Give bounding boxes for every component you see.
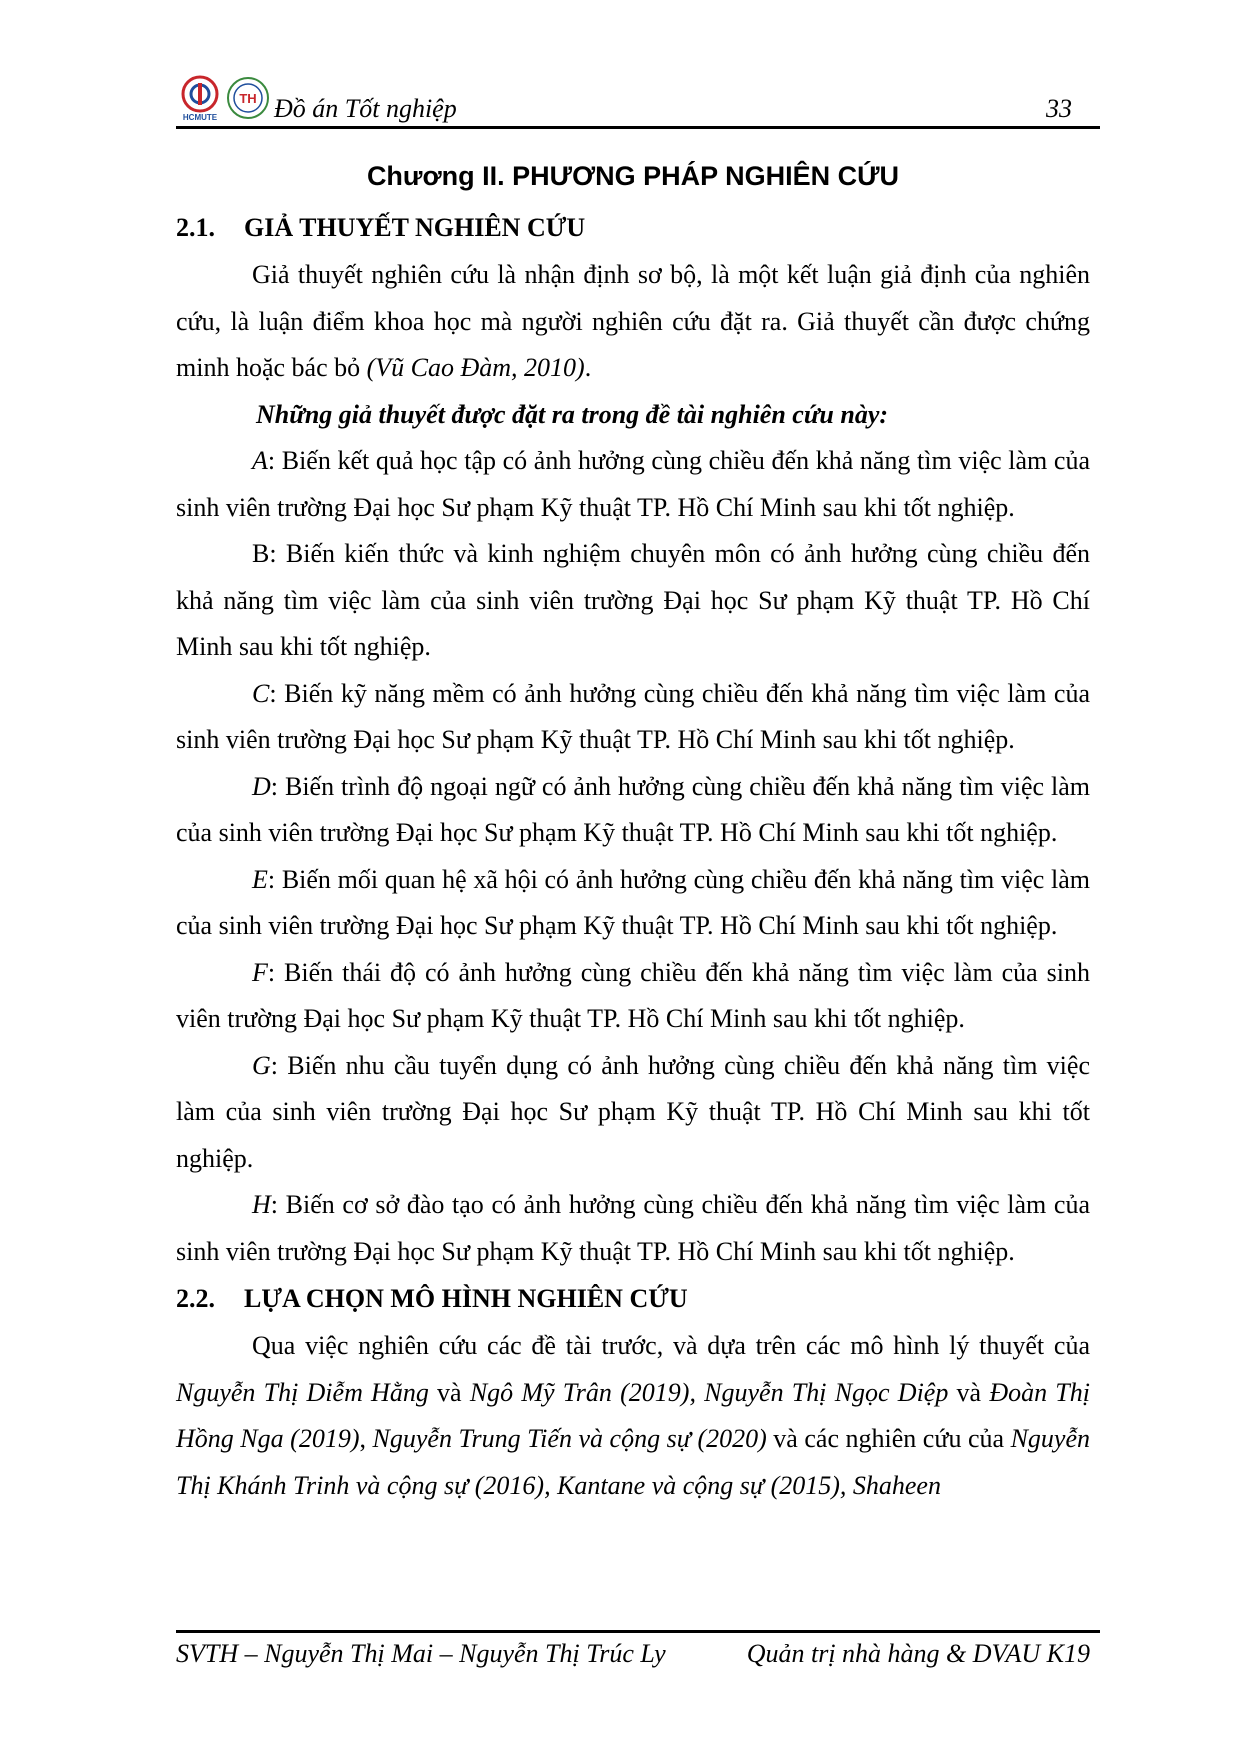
header-divider <box>176 126 1100 129</box>
chapter-title: Chương II. PHƯƠNG PHÁP NGHIÊN CỨU <box>366 161 900 191</box>
logo1-text: HCMUTE <box>182 113 218 122</box>
hypothesis-text: : Biến thái độ có ảnh hưởng cùng chiều đến khả năng tìm việc làm của sinh viên trường Đại học Sư phạm Kỹ thuật TP. Hồ Chí Minh sau khi tốt nghiệp. <box>176 957 1090 1033</box>
model-text: và <box>948 1377 990 1407</box>
model-reference: Nguyễn Thị Diễm Hằng <box>176 1377 429 1407</box>
footer-text <box>176 1639 1100 1673</box>
hypothesis-text: : Biến trình độ ngoại ngữ có ảnh hưởng cùng chiều đến khả năng tìm việc làm của sinh viên trường Đại học Sư phạm Kỹ thuật TP. Hồ Chí Minh sau khi tốt nghiệp. <box>176 771 1090 847</box>
model-text: Qua việc nghiên cứu các đề tài trước, và dựa trên các mô hình lý thuyết của <box>252 1331 1090 1360</box>
hypothesis-text: : Biến kiến thức và kinh nghiệm chuyên môn có ảnh hưởng cùng chiều đến khả năng tìm việc làm của sinh viên trường Đại học Sư phạm Kỹ thuật TP. Hồ Chí Minh sau khi tốt nghiệp. <box>176 539 1090 661</box>
hypotheses-intro: Những giả thuyết được đặt ra trong đề tài nghiên cứu này: <box>256 399 889 429</box>
model-reference: Ngô Mỹ Trân (2019), Nguyễn Thị Ngọc Diệp <box>469 1377 949 1407</box>
footer-divider <box>176 1630 1100 1633</box>
hypothesis-b <box>176 531 1090 671</box>
model-text: và <box>428 1377 470 1407</box>
section-heading-2-2 <box>176 1275 1090 1323</box>
hypothesis-label: H <box>252 1190 271 1219</box>
hypothesis-d <box>176 764 1090 857</box>
intro-text: Giả thuyết nghiên cứu là nhận định sơ bộ, là một kết luận giả định của nghiên cứu, là luận điểm khoa học mà người nghiên cứu đặt ra. Giả thuyết cần được chứng minh hoặc bác bỏ <box>176 260 1090 382</box>
paragraph-intro <box>176 252 1090 392</box>
intro-end: . <box>584 353 592 382</box>
page-footer <box>176 1630 1100 1673</box>
hypothesis-text: : Biến kỹ năng mềm có ảnh hưởng cùng chiều đến khả năng tìm việc làm của sinh viên trường Đại học Sư phạm Kỹ thuật TP. Hồ Chí Minh sau khi tốt nghiệp. <box>176 678 1090 754</box>
footer-authors: SVTH – Nguyễn Thị Mai – Nguyễn Thị Trúc Ly <box>176 1639 666 1668</box>
footer-program: Quản trị nhà hàng & DVAU K19 <box>746 1639 1090 1668</box>
section-title: LỰA CHỌN MÔ HÌNH NGHIÊN CỨU <box>244 1284 688 1313</box>
hypothesis-text: : Biến mối quan hệ xã hội có ảnh hưởng cùng chiều đến khả năng tìm việc làm của sinh viên trường Đại học Sư phạm Kỹ thuật TP. Hồ Chí Minh sau khi tốt nghiệp. <box>176 864 1090 940</box>
page-content <box>176 150 1090 1509</box>
section-number: 2.2. <box>176 1284 215 1313</box>
hypothesis-label: F <box>252 957 268 987</box>
hypothesis-c <box>176 671 1090 764</box>
intro-citation: (Vũ Cao Đàm, 2010) <box>366 353 585 382</box>
hypothesis-label: E <box>252 864 268 894</box>
logo2-text: TH <box>239 91 257 106</box>
hypothesis-text: : Biến kết quả học tập có ảnh hưởng cùng chiều đến khả năng tìm việc làm của sinh viên trường Đại học Sư phạm Kỹ thuật TP. Hồ Chí Minh sau khi tốt nghiệp. <box>176 446 1090 522</box>
model-text: và các nghiên cứu của <box>766 1424 1011 1453</box>
hypothesis-text: : Biến nhu cầu tuyển dụng có ảnh hưởng cùng chiều đến khả năng tìm việc làm của sinh viên trường Đại học Sư phạm Kỹ thuật TP. Hồ Chí Minh sau khi tốt nghiệp. <box>176 1050 1090 1173</box>
hypothesis-label: G <box>252 1050 271 1080</box>
hypothesis-g <box>176 1043 1090 1183</box>
hcmute-logo-icon <box>176 74 224 122</box>
hypothesis-a <box>176 438 1090 531</box>
hypothesis-label: C <box>252 678 270 708</box>
page-number: 33 <box>1046 94 1072 123</box>
hypothesis-text: : Biến cơ sở đào tạo có ảnh hưởng cùng chiều đến khả năng tìm việc làm của sinh viên trường Đại học Sư phạm Kỹ thuật TP. Hồ Chí Minh sau khi tốt nghiệp. <box>176 1190 1090 1266</box>
page-header <box>176 72 1100 128</box>
header-title: Đồ án Tốt nghiệp <box>274 94 457 123</box>
faculty-logo-icon <box>226 76 270 120</box>
section-number: 2.1. <box>176 213 215 242</box>
model-reference: Đoàn Thị Hồng Nga (2019) <box>176 1377 1090 1453</box>
model-text: , <box>359 1424 373 1453</box>
hypothesis-label: D <box>252 771 271 801</box>
hypothesis-e <box>176 857 1090 950</box>
model-reference: Nguyễn Trung Tiến và cộng sự (2020) <box>372 1424 767 1453</box>
model-reference: Nguyễn Thị Khánh Trinh và cộng sự (2016), Kantane và cộng sự (2015), Shaheen <box>176 1424 1090 1500</box>
hypothesis-label: B <box>252 539 270 568</box>
hypothesis-h <box>176 1182 1090 1275</box>
section-title: GIẢ THUYẾT NGHIÊN CỨU <box>244 213 586 242</box>
paragraph-model <box>176 1323 1090 1509</box>
hypothesis-label: A <box>252 446 268 475</box>
hypothesis-f <box>176 950 1090 1043</box>
section-heading-2-1 <box>176 204 1090 252</box>
